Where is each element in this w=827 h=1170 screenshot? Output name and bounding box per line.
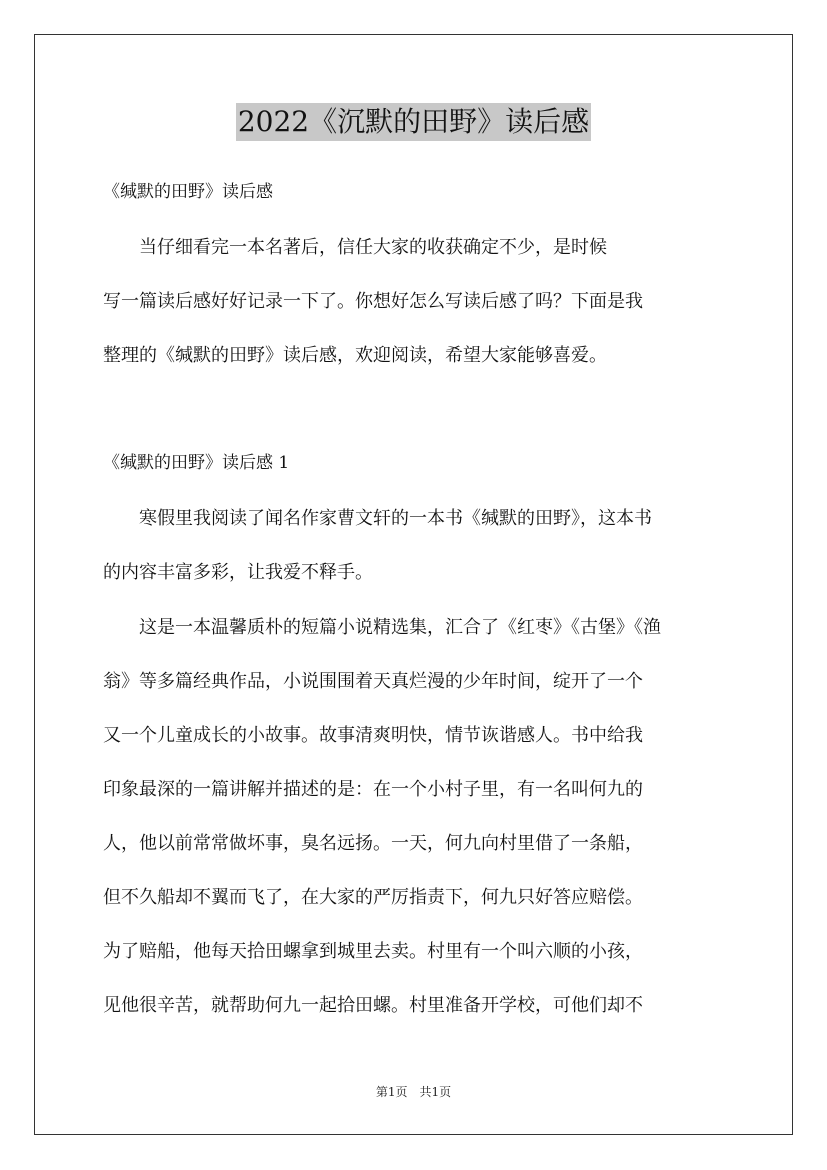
intro-line: 写一篇读后感好好记录一下了。你想好怎么写读后感了吗？下面是我 [103,291,643,312]
section-heading: 《缄默的田野》读后感 1 [103,453,290,473]
title-text: 2022《沉默的田野》读后感 [236,103,591,141]
document-title [0,103,827,141]
paragraph-line: 为了赔船，他每天拾田螺拿到城里去卖。村里有一个叫六顺的小孩， [103,941,643,962]
paragraph-line: 人，他以前常常做坏事，臭名远扬。一天，何九向村里借了一条船， [103,833,643,854]
intro-line: 整理的《缄默的田野》读后感，欢迎阅读，希望大家能够喜爱。 [103,345,607,366]
paragraph-line: 但不久船却不翼而飞了，在大家的严厉指责下，何九只好答应赔偿。 [103,887,643,908]
intro-line: 当仔细看完一本名著后，信任大家的收获确定不少，是时候 [103,237,607,258]
paragraph-line: 翁》等多篇经典作品，小说围围着天真烂漫的少年时间，绽开了一个 [103,671,643,692]
subtitle: 《缄默的田野》读后感 [103,182,273,202]
page-number-footer: 第1页 共1页 [375,1085,452,1099]
paragraph-line: 见他很辛苦，就帮助何九一起拾田螺。村里准备开学校，可他们却不 [103,995,643,1016]
paragraph-line: 寒假里我阅读了闻名作家曹文轩的一本书《缄默的田野》，这本书 [103,508,652,529]
paragraph-line: 这是一本温馨质朴的短篇小说精选集，汇合了《红枣》《古堡》《渔 [103,617,661,638]
paragraph-line: 又一个儿童成长的小故事。故事清爽明快，情节诙谐感人。书中给我 [103,725,643,746]
paragraph-line: 的内容丰富多彩，让我爱不释手。 [103,562,373,583]
paragraph-line: 印象最深的一篇讲解并描述的是：在一个小村子里，有一名叫何九的 [103,779,643,800]
